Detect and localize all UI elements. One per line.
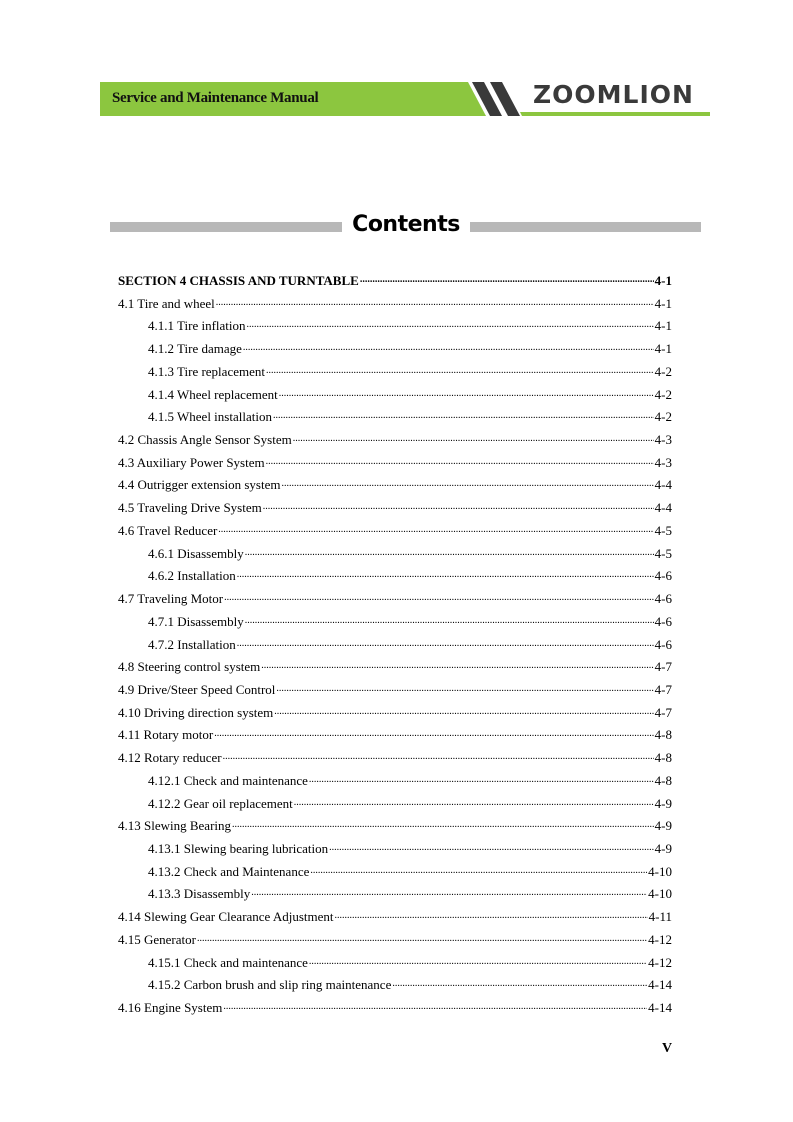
toc-dot-leader [309, 957, 647, 967]
toc-entry[interactable] [118, 611, 672, 634]
toc-dot-leader [214, 729, 653, 739]
toc-dot-leader [247, 320, 654, 330]
toc-entry[interactable] [118, 929, 672, 952]
toc-entry-page: 4-9 [654, 818, 672, 834]
toc-entry-page: 4-3 [654, 432, 672, 448]
brand-logo-text: ZOOMLION [533, 80, 694, 109]
toc-entry-title: 4.13.1 Slewing bearing lubrication [148, 840, 329, 856]
toc-entry-page: 4-2 [654, 409, 672, 425]
toc-entry-page: 4-7 [654, 704, 672, 720]
toc-entry-title: 4.1.1 Tire inflation [148, 318, 246, 334]
toc-dot-leader [261, 661, 653, 671]
toc-entry-title: SECTION 4 CHASSIS AND TURNTABLE [118, 273, 359, 288]
toc-entry-page: 4-11 [648, 909, 672, 925]
toc-entry-page: 4-8 [654, 750, 672, 766]
toc-entry-title: 4.12 Rotary reducer [118, 750, 222, 766]
toc-dot-leader [224, 593, 654, 603]
toc-entry[interactable] [118, 861, 672, 884]
toc-entry-page: 4-7 [654, 681, 672, 697]
toc-entry[interactable] [118, 952, 672, 975]
toc-entry[interactable] [118, 815, 672, 838]
toc-entry-page: 4-6 [654, 568, 672, 584]
toc-entry-page: 4-9 [654, 795, 672, 811]
toc-entry-page: 4-6 [654, 591, 672, 607]
toc-entry-page: 4-2 [654, 363, 672, 379]
toc-dot-leader [392, 979, 647, 989]
toc-dot-leader [266, 366, 654, 376]
toc-entry-page: 4-5 [654, 522, 672, 538]
toc-dot-leader [245, 616, 654, 626]
toc-entry[interactable] [118, 702, 672, 725]
toc-entry-title: 4.1.3 Tire replacement [148, 363, 265, 379]
toc-dot-leader [274, 707, 653, 717]
manual-title: Service and Maintenance Manual [112, 90, 319, 106]
toc-entry-title: 4.7 Traveling Motor [118, 591, 224, 607]
toc-entry[interactable] [118, 429, 672, 452]
toc-dot-leader [309, 775, 654, 785]
toc-dot-leader [251, 888, 647, 898]
toc-dot-leader [266, 457, 654, 467]
toc-entry[interactable] [118, 315, 672, 338]
toc-entry[interactable] [118, 906, 672, 929]
toc-entry-title: 4.13 Slewing Bearing [118, 818, 232, 834]
toc-dot-leader [293, 434, 654, 444]
toc-entry[interactable] [118, 997, 672, 1020]
toc-dot-leader [273, 411, 654, 421]
toc-entry-page: 4-1 [654, 273, 672, 288]
toc-entry-page: 4-2 [654, 386, 672, 402]
toc-entry-page: 4-8 [654, 772, 672, 788]
toc-entry-page: 4-10 [648, 886, 672, 902]
toc-entry-page: 4-10 [648, 863, 672, 879]
toc-dot-leader [216, 298, 654, 308]
toc-dot-leader [294, 798, 654, 808]
toc-entry-title: 4.15.2 Carbon brush and slip ring maintenance [148, 977, 392, 993]
toc-entry-title: 4.1.4 Wheel replacement [148, 386, 278, 402]
toc-entry-page: 4-14 [648, 977, 672, 993]
toc-entry-page: 4-1 [654, 295, 672, 311]
toc-entry-page: 4-7 [654, 659, 672, 675]
toc-entry[interactable] [118, 293, 672, 316]
toc-entry-page: 4-8 [654, 727, 672, 743]
toc-entry-title: 4.1 Tire and wheel [118, 295, 215, 311]
heading-rule-right [470, 222, 701, 232]
toc-entry[interactable] [118, 361, 672, 384]
toc-entry-title: 4.1.5 Wheel installation [148, 409, 272, 425]
toc-entry-page: 4-3 [654, 454, 672, 470]
toc-entry-page: 4-4 [654, 500, 672, 516]
toc-dot-leader [329, 843, 653, 853]
toc-dot-leader [279, 389, 654, 399]
toc-entry[interactable] [118, 520, 672, 543]
toc-entry[interactable] [118, 384, 672, 407]
toc-entry[interactable] [118, 793, 672, 816]
toc-entry[interactable] [118, 838, 672, 861]
toc-entry-title: 4.6.1 Disassembly [148, 545, 244, 561]
toc-entry-title: 4.2 Chassis Angle Sensor System [118, 432, 292, 448]
toc-entry-title: 4.12.1 Check and maintenance [148, 772, 308, 788]
toc-entry-title: 4.11 Rotary motor [118, 727, 214, 743]
toc-dot-leader [335, 911, 648, 921]
toc-entry[interactable] [118, 974, 672, 997]
toc-entry-title: 4.7.1 Disassembly [148, 613, 244, 629]
toc-entry-title: 4.8 Steering control system [118, 659, 261, 675]
toc-dot-leader [310, 866, 647, 876]
contents-heading [110, 212, 701, 242]
toc-entry-title: 4.13.2 Check and Maintenance [148, 863, 310, 879]
toc-dot-leader [237, 639, 654, 649]
page-header [100, 78, 710, 118]
toc-dot-leader [232, 820, 654, 830]
toc-entry-title: 4.7.2 Installation [148, 636, 236, 652]
toc-dot-leader [197, 934, 647, 944]
toc-entry[interactable] [118, 474, 672, 497]
toc-entry-title: 4.10 Driving direction system [118, 704, 274, 720]
toc-entry[interactable] [118, 543, 672, 566]
toc-entry-title: 4.3 Auxiliary Power System [118, 454, 265, 470]
toc-entry-page: 4-5 [654, 545, 672, 561]
toc-dot-leader [263, 502, 654, 512]
toc-entry-title: 4.5 Traveling Drive System [118, 500, 262, 516]
toc-dot-leader [223, 1002, 647, 1012]
toc-entry-title: 4.14 Slewing Gear Clearance Adjustment [118, 909, 334, 925]
toc-dot-leader [281, 479, 653, 489]
toc-entry-page: 4-12 [648, 954, 672, 970]
toc-entry[interactable] [118, 588, 672, 611]
toc-dot-leader [276, 684, 653, 694]
toc-entry[interactable] [118, 656, 672, 679]
toc-entry[interactable] [118, 497, 672, 520]
table-of-contents [118, 270, 672, 1020]
toc-entry-title: 4.12.2 Gear oil replacement [148, 795, 293, 811]
toc-entry-page: 4-1 [654, 341, 672, 357]
toc-entry-title: 4.15.1 Check and maintenance [148, 954, 308, 970]
toc-entry-page: 4-4 [654, 477, 672, 493]
toc-entry-page: 4-14 [648, 1000, 672, 1015]
toc-entry[interactable] [118, 679, 672, 702]
toc-dot-leader [237, 570, 654, 580]
toc-entry-title: 4.4 Outrigger extension system [118, 477, 281, 493]
toc-entry-title: 4.1.2 Tire damage [148, 341, 242, 357]
toc-entry-page: 4-6 [654, 613, 672, 629]
contents-title: Contents [352, 212, 460, 237]
toc-dot-leader [245, 548, 654, 558]
toc-entry[interactable] [118, 724, 672, 747]
toc-entry-title: 4.9 Drive/Steer Speed Control [118, 681, 276, 697]
toc-entry-title: 4.15 Generator [118, 931, 196, 947]
toc-entry-title: 4.6.2 Installation [148, 568, 236, 584]
toc-entry-page: 4-6 [654, 636, 672, 652]
toc-dot-leader [223, 752, 654, 762]
toc-entry[interactable] [118, 770, 672, 793]
toc-entry-page: 4-1 [654, 318, 672, 334]
toc-dot-leader [218, 525, 653, 535]
toc-entry-title: 4.16 Engine System [118, 1000, 223, 1015]
toc-entry-page: 4-9 [654, 840, 672, 856]
heading-rule-left [110, 222, 342, 232]
toc-entry[interactable] [118, 634, 672, 657]
toc-entry[interactable] [118, 270, 672, 293]
toc-dot-leader [243, 343, 654, 353]
toc-entry[interactable] [118, 747, 672, 770]
toc-entry-title: 4.6 Travel Reducer [118, 522, 218, 538]
toc-dot-leader [360, 275, 654, 285]
toc-entry[interactable] [118, 338, 672, 361]
toc-entry[interactable] [118, 883, 672, 906]
toc-entry[interactable] [118, 406, 672, 429]
page-number: V [662, 1041, 673, 1056]
toc-entry-page: 4-12 [648, 931, 672, 947]
toc-entry-title: 4.13.3 Disassembly [148, 886, 251, 902]
toc-entry[interactable] [118, 565, 672, 588]
toc-entry[interactable] [118, 452, 672, 475]
